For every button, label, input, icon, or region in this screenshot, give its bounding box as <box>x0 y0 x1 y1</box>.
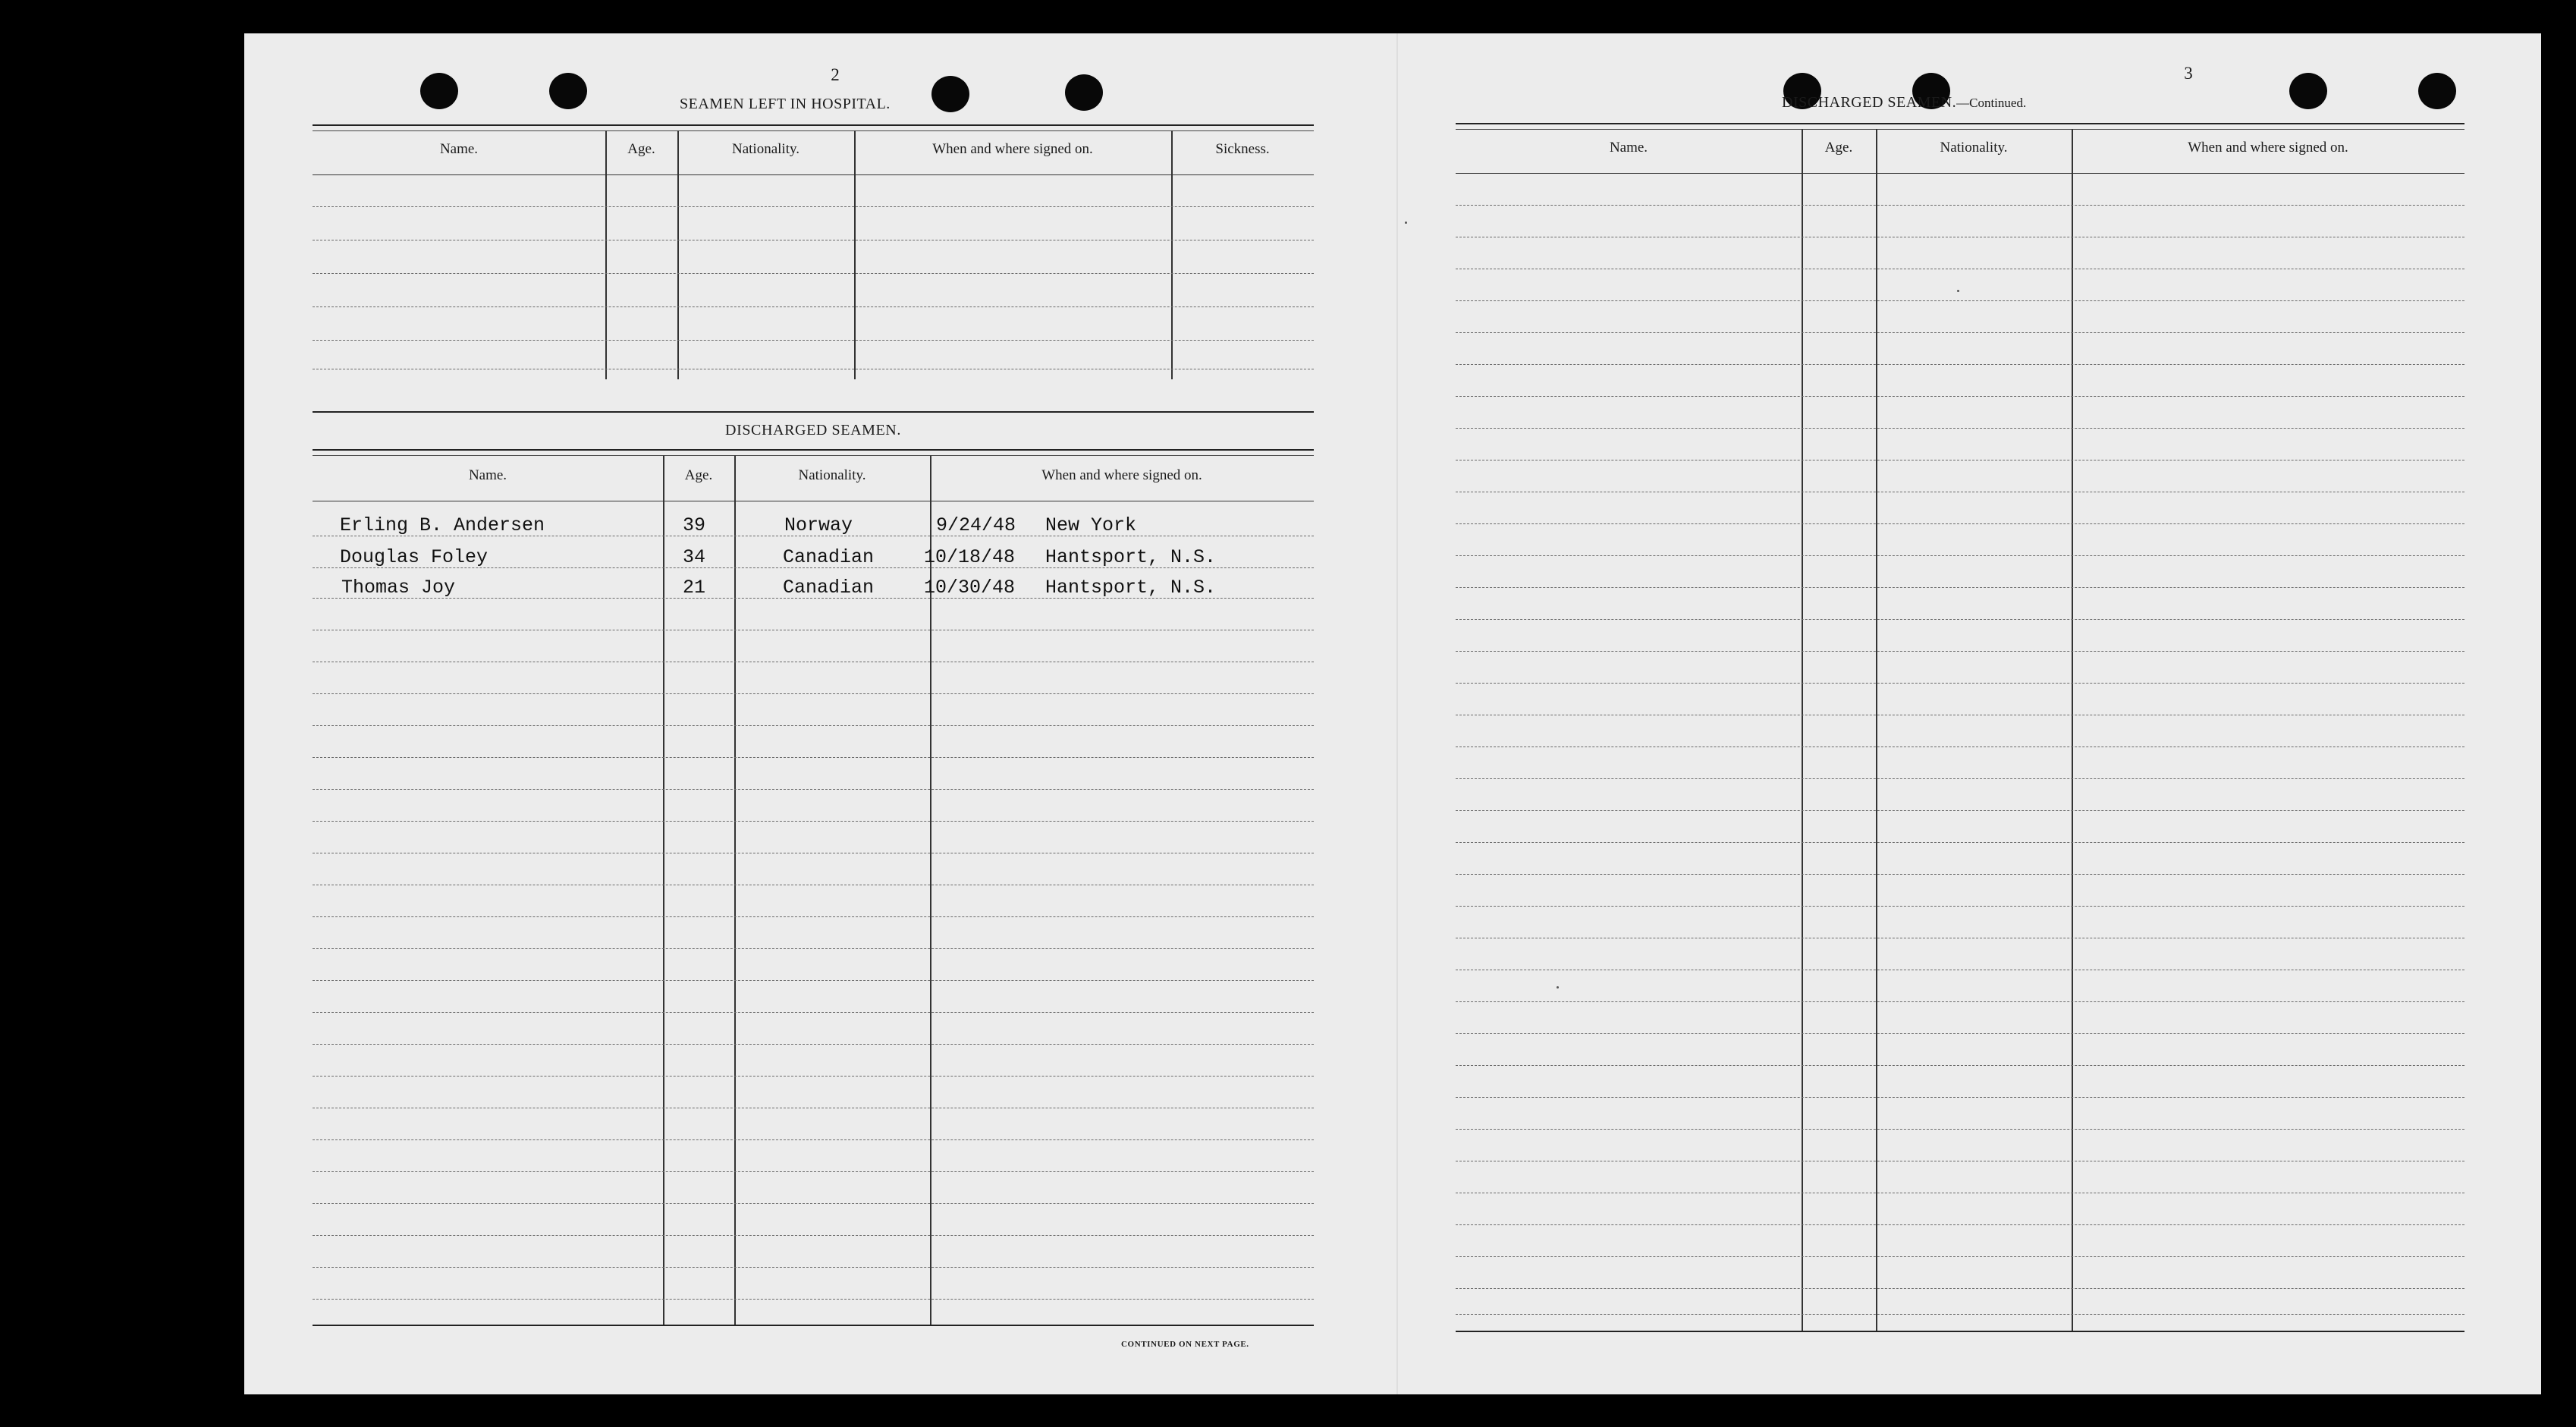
signed-on-place: New York <box>1045 514 1137 536</box>
column-header-name: Name. <box>468 467 507 483</box>
left-page <box>313 33 1314 1394</box>
page-number: 3 <box>2184 64 2193 83</box>
paper-speck <box>1405 222 1407 224</box>
seaman-name: Thomas Joy <box>341 577 456 599</box>
paper-speck <box>1957 290 1959 292</box>
column-header-nationality: Nationality. <box>1940 140 2008 156</box>
column-header-age: Age. <box>627 141 655 157</box>
table-row <box>313 514 1314 545</box>
signed-on-date: 9/24/48 <box>936 514 1016 536</box>
right-page <box>1456 33 2464 1394</box>
column-header-name: Name. <box>439 141 479 157</box>
column-header-sickness: Sickness. <box>1215 141 1270 157</box>
seaman-nationality: Canadian <box>783 577 875 599</box>
page-title <box>1782 94 2026 112</box>
continued-note: CONTINUED ON NEXT PAGE. <box>1121 1340 1249 1349</box>
page-fold <box>1396 33 1398 1394</box>
page-title-main: DISCHARGED SEAMEN. <box>1782 94 1957 111</box>
page-number: 2 <box>831 65 840 84</box>
column-header-when-where: When and where signed on. <box>932 141 1093 157</box>
signed-on-date: 10/18/48 <box>924 546 1016 568</box>
seaman-age: 21 <box>683 577 706 599</box>
ledger-sheet <box>244 33 2541 1394</box>
column-header-when-where: When and where signed on. <box>1041 467 1202 483</box>
seaman-nationality: Canadian <box>783 546 875 568</box>
column-header-nationality: Nationality. <box>732 141 800 157</box>
column-header-when-where: When and where signed on. <box>2188 140 2348 156</box>
hospital-table <box>313 124 1314 413</box>
table-row <box>313 577 1314 607</box>
discharged-seamen-table <box>313 449 1314 1329</box>
seaman-age: 34 <box>683 546 706 568</box>
seaman-age: 39 <box>683 514 706 536</box>
page-title: SEAMEN LEFT IN HOSPITAL. <box>680 96 891 112</box>
signed-on-place: Hantsport, N.S. <box>1045 546 1217 568</box>
signed-on-place: Hantsport, N.S. <box>1045 577 1217 599</box>
seaman-name: Douglas Foley <box>340 546 488 568</box>
page-title-suffix: —Continued. <box>1956 96 2027 110</box>
column-header-age: Age. <box>684 467 713 483</box>
column-header-age: Age. <box>1824 140 1853 156</box>
column-header-name: Name. <box>1609 140 1648 156</box>
seaman-nationality: Norway <box>784 514 853 536</box>
section-label-discharged: DISCHARGED SEAMEN. <box>725 422 901 438</box>
column-header-nationality: Nationality. <box>798 467 866 483</box>
seaman-name: Erling B. Andersen <box>340 514 545 536</box>
discharged-seamen-continued-table <box>1456 123 2464 1337</box>
signed-on-date: 10/30/48 <box>924 577 1016 599</box>
paper-speck <box>1557 986 1559 989</box>
table-row <box>313 546 1314 577</box>
